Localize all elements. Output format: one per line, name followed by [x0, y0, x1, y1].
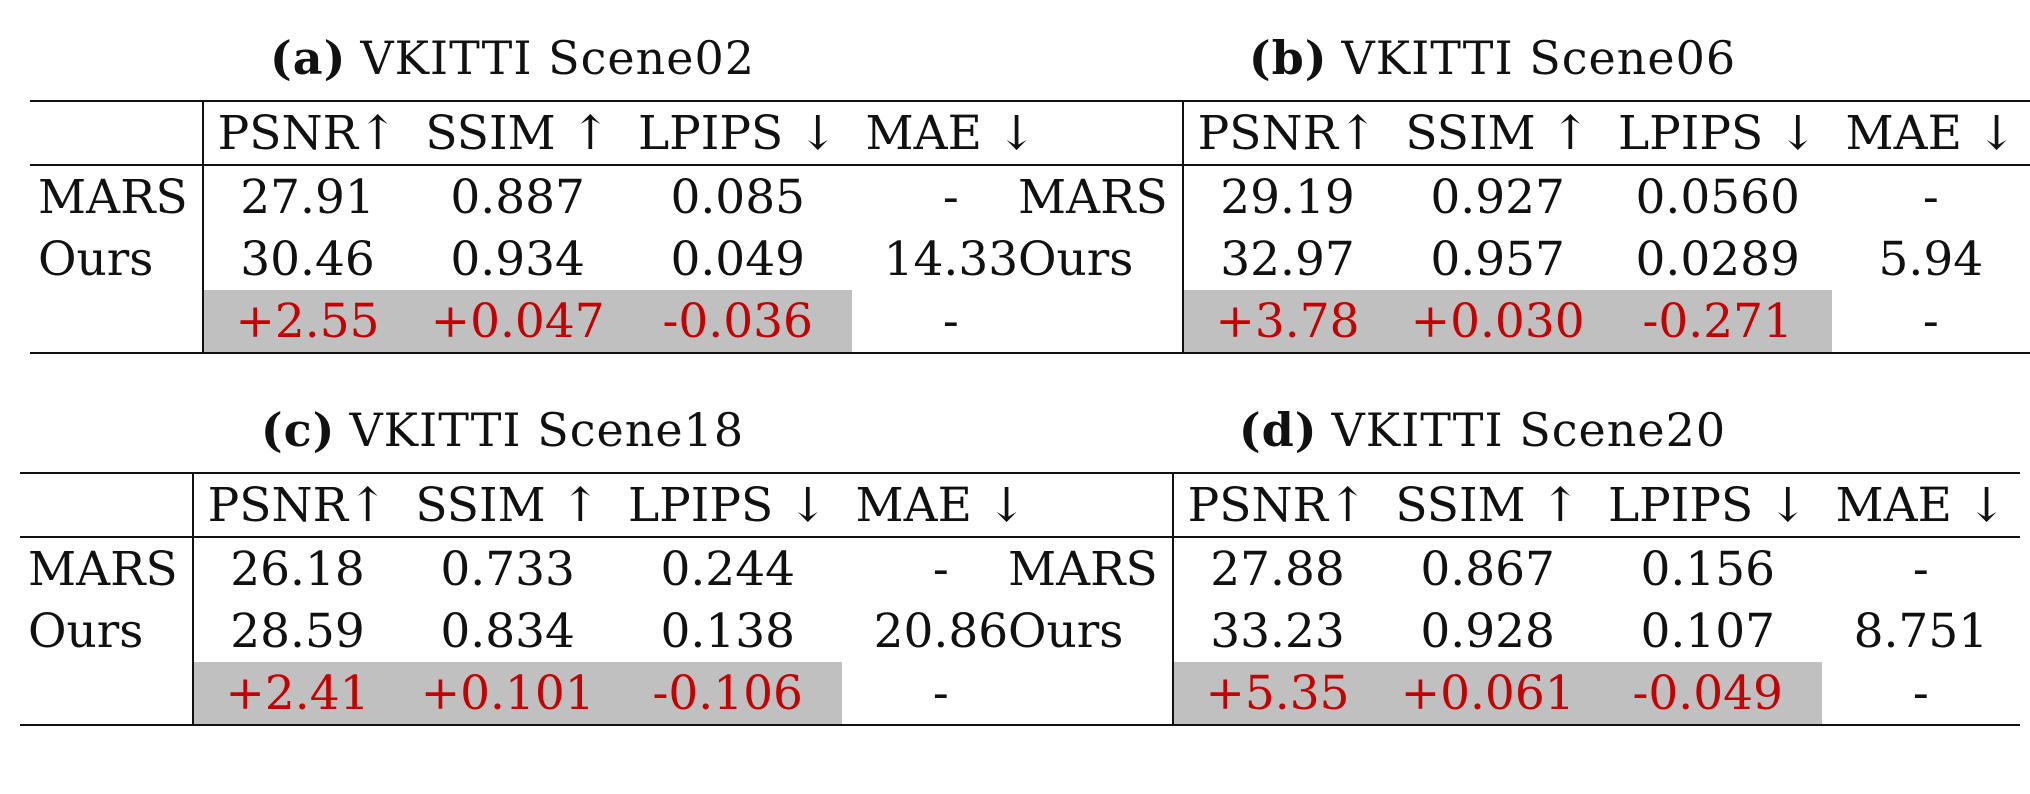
col-header-lpips: LPIPS ↓	[1617, 105, 1818, 161]
row-label: MARS	[1010, 165, 1183, 228]
cell-mae: -	[942, 293, 959, 349]
gain-psnr: +5.35	[1173, 662, 1382, 725]
cell-ssim: 0.867	[1420, 541, 1555, 597]
panel-title	[20, 400, 985, 460]
gain-psnr: +2.55	[203, 290, 412, 353]
panel-title-text: VKITTI Scene20	[1331, 403, 1727, 457]
panel-label: (c)	[260, 403, 336, 457]
cell-mae: -	[1922, 169, 1939, 225]
cell-mae: 14.33	[883, 231, 1019, 287]
panel-label: (d)	[1238, 403, 1318, 457]
row-label	[20, 662, 193, 725]
table-row	[30, 165, 1050, 228]
panel-title	[1010, 28, 1975, 88]
col-header-mae: MAE ↓	[865, 105, 1037, 161]
cell-ssim: 0.733	[440, 541, 575, 597]
col-header-ssim: SSIM ↑	[1395, 477, 1580, 533]
col-header-mae: MAE ↓	[1835, 477, 2007, 533]
cell-mae: -	[1912, 541, 1929, 597]
corner-cell	[20, 473, 193, 537]
header-row	[1000, 473, 2020, 537]
table-row	[1000, 537, 2020, 600]
table-row	[20, 662, 1040, 725]
cell-psnr: 27.91	[240, 169, 375, 225]
panel-title-text: VKITTI Scene06	[1341, 31, 1737, 85]
table-row	[1010, 165, 2030, 228]
col-header-mae: MAE ↓	[855, 477, 1027, 533]
row-label	[1010, 290, 1183, 353]
col-header-psnr: PSNR↑	[207, 477, 388, 533]
corner-cell	[1000, 473, 1173, 537]
col-header-psnr: PSNR↑	[1187, 477, 1368, 533]
panel-d	[1000, 400, 2007, 760]
cell-psnr: 32.97	[1220, 231, 1355, 287]
gain-ssim: +0.047	[411, 290, 624, 353]
panel-title-text: VKITTI Scene18	[349, 403, 745, 457]
row-label	[30, 290, 203, 353]
cell-psnr: 28.59	[230, 603, 365, 659]
col-header-psnr: PSNR↑	[1197, 105, 1378, 161]
cell-lpips: 0.138	[660, 603, 796, 659]
gain-lpips: -0.106	[614, 662, 842, 725]
row-label: Ours	[1010, 228, 1183, 290]
cell-lpips: 0.244	[660, 541, 796, 597]
cell-lpips: 0.085	[670, 169, 806, 225]
cell-ssim: 0.834	[440, 603, 575, 659]
col-header-ssim: SSIM ↑	[425, 105, 610, 161]
table-row	[20, 537, 1040, 600]
table-row	[1010, 290, 2030, 353]
cell-mae: 5.94	[1878, 231, 1984, 287]
header-row	[20, 473, 1040, 537]
results-table	[20, 472, 1040, 726]
cell-psnr: 26.18	[230, 541, 365, 597]
header-row	[30, 101, 1050, 165]
table-row	[30, 228, 1050, 290]
gain-ssim: +0.101	[401, 662, 614, 725]
results-table	[1000, 472, 2020, 726]
gain-ssim: +0.030	[1391, 290, 1604, 353]
gain-ssim: +0.061	[1381, 662, 1594, 725]
cell-psnr: 33.23	[1210, 603, 1345, 659]
row-label: MARS	[20, 537, 193, 600]
table-row	[1000, 662, 2020, 725]
cell-mae: -	[942, 169, 959, 225]
gain-psnr: +2.41	[193, 662, 402, 725]
cell-psnr: 27.88	[1210, 541, 1345, 597]
cell-ssim: 0.934	[450, 231, 585, 287]
table-row	[30, 290, 1050, 353]
cell-mae: -	[932, 665, 949, 721]
cell-lpips: 0.049	[670, 231, 806, 287]
cell-ssim: 0.927	[1430, 169, 1565, 225]
panel-title	[30, 28, 995, 88]
col-header-ssim: SSIM ↑	[415, 477, 600, 533]
row-label: Ours	[20, 600, 193, 662]
table-row	[1000, 600, 2020, 662]
row-label: Ours	[1000, 600, 1173, 662]
cell-mae: 8.751	[1853, 603, 1989, 659]
row-label: MARS	[1000, 537, 1173, 600]
cell-mae: -	[1922, 293, 1939, 349]
row-label: MARS	[30, 165, 203, 228]
row-label: Ours	[30, 228, 203, 290]
cell-ssim: 0.887	[450, 169, 585, 225]
results-table	[1010, 100, 2030, 354]
panel-label: (b)	[1248, 31, 1328, 85]
cell-mae: -	[1912, 665, 1929, 721]
col-header-mae: MAE ↓	[1845, 105, 2017, 161]
gain-lpips: -0.036	[624, 290, 852, 353]
cell-ssim: 0.928	[1420, 603, 1555, 659]
col-header-lpips: LPIPS ↓	[627, 477, 828, 533]
cell-lpips: 0.107	[1640, 603, 1776, 659]
results-table	[30, 100, 1050, 354]
gain-lpips: -0.271	[1604, 290, 1832, 353]
col-header-ssim: SSIM ↑	[1405, 105, 1590, 161]
corner-cell	[1010, 101, 1183, 165]
table-row	[1010, 228, 2030, 290]
cell-psnr: 30.46	[240, 231, 375, 287]
panel-c	[20, 400, 1027, 760]
panel-title-text: VKITTI Scene02	[360, 31, 755, 85]
panel-label: (a)	[270, 31, 347, 85]
col-header-psnr: PSNR↑	[217, 105, 398, 161]
cell-mae: -	[932, 541, 949, 597]
table-row	[20, 600, 1040, 662]
header-row	[1010, 101, 2030, 165]
panel-b	[1010, 28, 2017, 388]
gain-psnr: +3.78	[1183, 290, 1392, 353]
corner-cell	[30, 101, 203, 165]
cell-lpips: 0.0560	[1635, 169, 1800, 225]
gain-lpips: -0.049	[1594, 662, 1822, 725]
cell-ssim: 0.957	[1430, 231, 1565, 287]
panel-a	[30, 28, 1037, 388]
cell-mae: 20.86	[873, 603, 1009, 659]
panel-title	[1000, 400, 1965, 460]
col-header-lpips: LPIPS ↓	[637, 105, 838, 161]
row-label	[1000, 662, 1173, 725]
col-header-lpips: LPIPS ↓	[1607, 477, 1808, 533]
cell-lpips: 0.156	[1640, 541, 1776, 597]
cell-psnr: 29.19	[1220, 169, 1355, 225]
cell-lpips: 0.0289	[1635, 231, 1800, 287]
